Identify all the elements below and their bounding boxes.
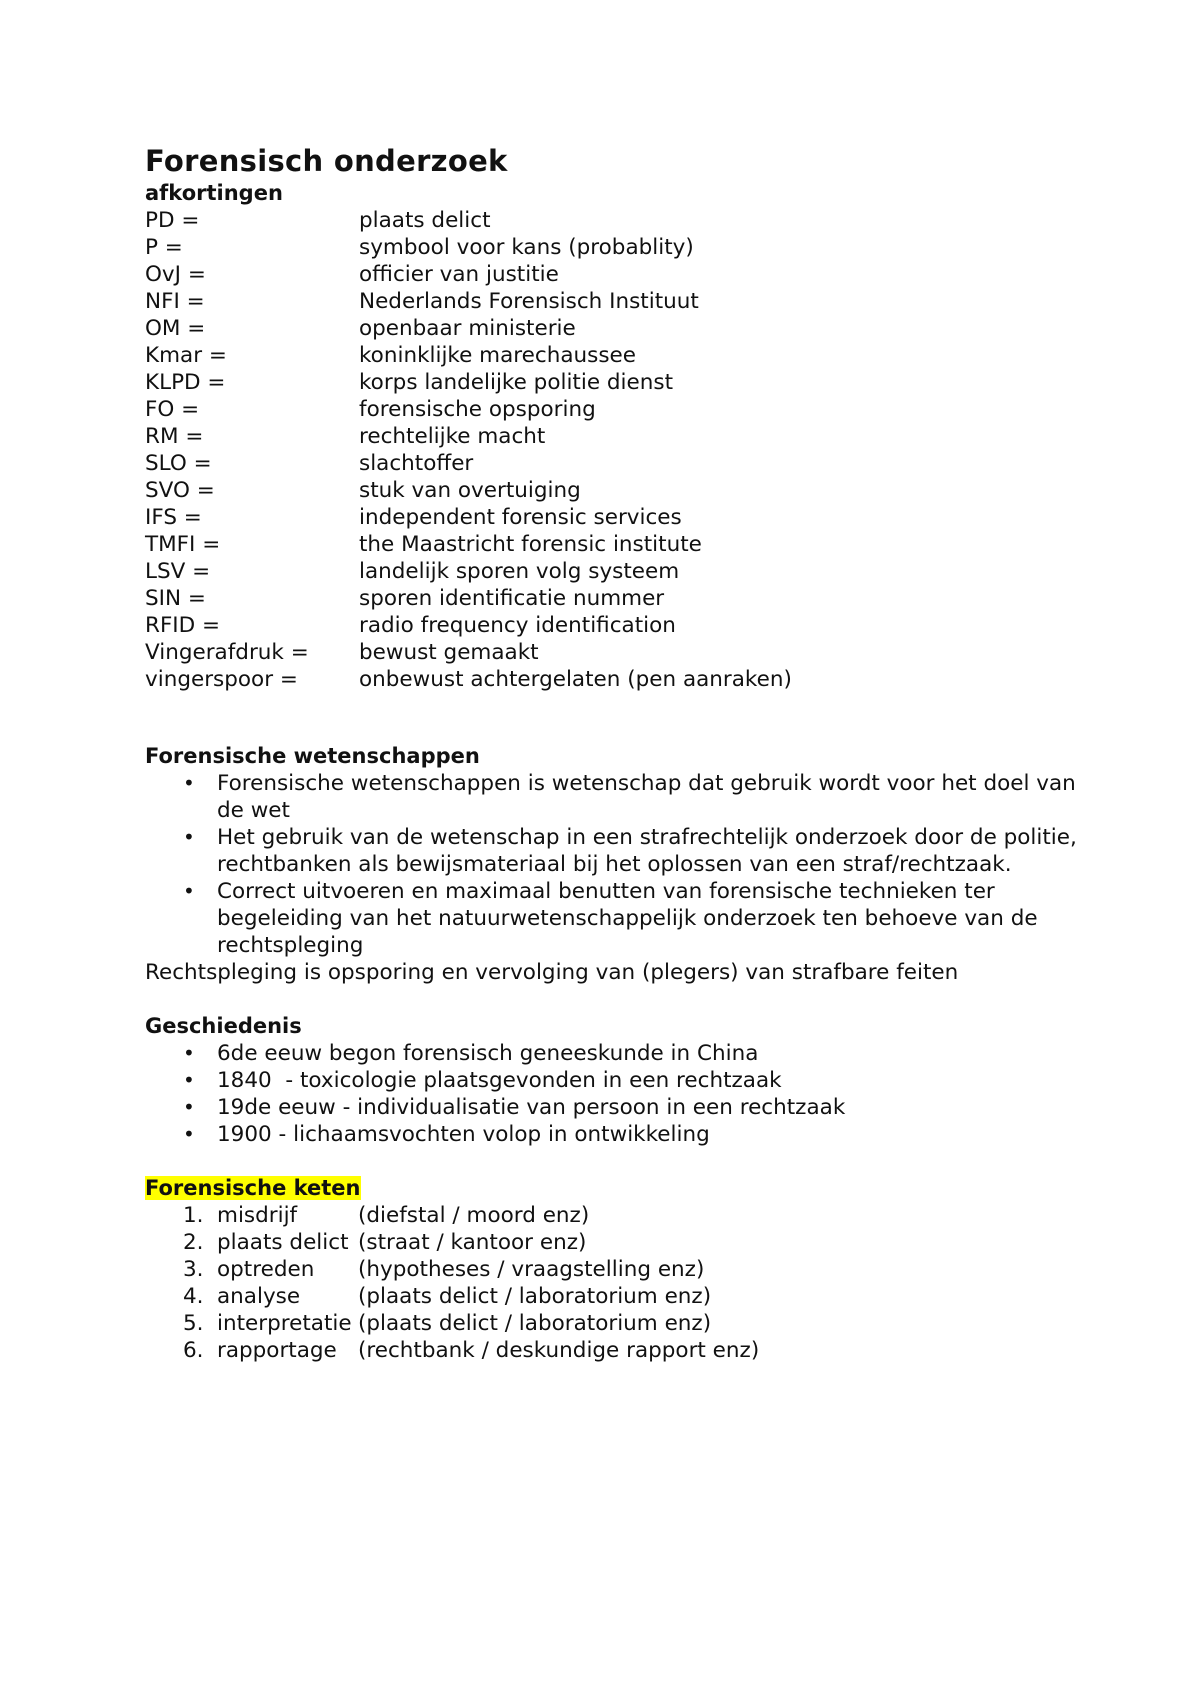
abbreviation-term: OM =	[145, 316, 206, 341]
spacer	[145, 1148, 1085, 1175]
history-section	[145, 1013, 1085, 1148]
list-item-text: Het gebruik van de wetenschap in een strafrechtelijk onderzoek door de politie, rechtbanken als bewijsmateriaal bij het oplossen van een straf/rechtzaak.	[217, 825, 1077, 877]
bullet-icon: •	[183, 1041, 195, 1065]
sciences-section	[145, 743, 1085, 986]
abbreviation-row	[145, 639, 1085, 666]
list-item	[145, 1067, 1085, 1094]
abbreviation-row	[145, 477, 1085, 504]
abbreviation-row	[145, 504, 1085, 531]
abbreviation-definition: stuk van overtuiging	[359, 478, 581, 503]
bullet-icon: •	[183, 1095, 195, 1119]
abbreviation-definition: bewust gemaakt	[359, 640, 539, 665]
abbreviation-definition: sporen identificatie nummer	[359, 586, 665, 611]
chain-step	[145, 1256, 1085, 1283]
step-number: 2.	[183, 1230, 204, 1255]
document-page	[145, 142, 1085, 1364]
abbreviation-row	[145, 369, 1085, 396]
step-number: 6.	[183, 1338, 204, 1363]
step-name: interpretatie	[217, 1311, 352, 1336]
abbreviation-row	[145, 423, 1085, 450]
abbreviation-term: IFS =	[145, 505, 202, 530]
bullet-icon: •	[183, 771, 195, 795]
abbreviation-term: SVO =	[145, 478, 215, 503]
step-number: 1.	[183, 1203, 204, 1228]
abbreviation-term: SIN =	[145, 586, 206, 611]
abbreviation-term: KLPD =	[145, 370, 226, 395]
sciences-list	[145, 770, 1085, 959]
step-name: rapportage	[217, 1338, 337, 1363]
step-number: 3.	[183, 1257, 204, 1282]
abbreviation-term: RM =	[145, 424, 204, 449]
chain-step	[145, 1202, 1085, 1229]
sciences-note: Rechtspleging is opsporing en vervolging van (plegers) van strafbare feiten	[145, 960, 959, 985]
list-item	[145, 878, 1085, 959]
abbreviation-definition: koninklijke marechaussee	[359, 343, 637, 368]
abbreviation-term: LSV =	[145, 559, 211, 584]
abbreviation-definition: radio frequency identification	[359, 613, 676, 638]
abbreviation-definition: independent forensic services	[359, 505, 682, 530]
step-name: analyse	[217, 1284, 301, 1309]
chain-step	[145, 1283, 1085, 1310]
abbreviations-section	[145, 180, 1085, 693]
chain-step	[145, 1310, 1085, 1337]
step-description: (rechtbank / deskundige rapport enz)	[358, 1338, 760, 1363]
history-list	[145, 1040, 1085, 1148]
step-description: (diefstal / moord enz)	[358, 1203, 590, 1228]
chain-list	[145, 1202, 1085, 1364]
list-item	[145, 1121, 1085, 1148]
abbreviation-definition: slachtoffer	[359, 451, 474, 476]
abbreviation-row	[145, 450, 1085, 477]
abbreviations-list	[145, 207, 1085, 693]
list-item-text: 19de eeuw - individualisatie van persoon in een rechtzaak	[217, 1095, 846, 1120]
chain-step	[145, 1229, 1085, 1256]
step-description: (plaats delict / laboratorium enz)	[358, 1284, 712, 1309]
step-description: (straat / kantoor enz)	[358, 1230, 587, 1255]
step-name: plaats delict	[217, 1230, 349, 1255]
abbreviation-row	[145, 288, 1085, 315]
abbreviation-term: NFI =	[145, 289, 205, 314]
list-item	[145, 1040, 1085, 1067]
document-title: Forensisch onderzoek	[145, 144, 508, 178]
abbreviation-term: FO =	[145, 397, 200, 422]
abbreviation-row	[145, 315, 1085, 342]
spacer	[145, 986, 1085, 1013]
chain-section	[145, 1175, 1085, 1364]
abbreviation-definition: rechtelijke macht	[359, 424, 546, 449]
abbreviation-term: PD =	[145, 208, 200, 233]
abbreviations-heading: afkortingen	[145, 181, 283, 205]
abbreviation-definition: officier van justitie	[359, 262, 559, 287]
list-item-text: Correct uitvoeren en maximaal benutten van forensische technieken ter begeleiding van het natuurwetenschappelijk onderzoek ten behoeve van de rechtspleging	[217, 879, 1038, 958]
abbreviation-term: SLO =	[145, 451, 212, 476]
step-name: misdrijf	[217, 1203, 298, 1228]
abbreviation-definition: forensische opsporing	[359, 397, 596, 422]
abbreviation-row	[145, 666, 1085, 693]
abbreviation-definition: landelijk sporen volg systeem	[359, 559, 680, 584]
list-item	[145, 1094, 1085, 1121]
abbreviation-definition: symbool voor kans (probablity)	[359, 235, 694, 260]
step-name: optreden	[217, 1257, 315, 1282]
abbreviation-term: TMFI =	[145, 532, 221, 557]
list-item-text: Forensische wetenschappen is wetenschap dat gebruik wordt voor het doel van de wet	[217, 771, 1076, 823]
abbreviation-row	[145, 585, 1085, 612]
chain-heading	[145, 1175, 1085, 1202]
bullet-icon: •	[183, 1122, 195, 1146]
abbreviation-term: P =	[145, 235, 183, 260]
list-item-text: 1840 - toxicologie plaatsgevonden in een rechtzaak	[217, 1068, 782, 1093]
abbreviation-definition: onbewust achtergelaten (pen aanraken)	[359, 667, 792, 692]
abbreviation-row	[145, 261, 1085, 288]
list-item	[145, 824, 1085, 878]
step-number: 4.	[183, 1284, 204, 1309]
list-item-text: 1900 - lichaamsvochten volop in ontwikkeling	[217, 1122, 710, 1147]
list-item	[145, 770, 1085, 824]
abbreviation-definition: Nederlands Forensisch Instituut	[359, 289, 699, 314]
abbreviation-row	[145, 531, 1085, 558]
abbreviation-row	[145, 342, 1085, 369]
history-heading: Geschiedenis	[145, 1014, 302, 1038]
step-description: (hypotheses / vraagstelling enz)	[358, 1257, 705, 1282]
bullet-icon: •	[183, 825, 195, 849]
abbreviation-term: Vingerafdruk =	[145, 640, 309, 665]
step-number: 5.	[183, 1311, 204, 1336]
highlighted-heading-text: Forensische keten	[145, 1176, 361, 1200]
abbreviation-definition: openbaar ministerie	[359, 316, 576, 341]
abbreviation-term: vingerspoor =	[145, 667, 298, 692]
abbreviation-row	[145, 207, 1085, 234]
abbreviation-row	[145, 612, 1085, 639]
abbreviation-term: Kmar =	[145, 343, 227, 368]
abbreviation-definition: plaats delict	[359, 208, 491, 233]
chain-step	[145, 1337, 1085, 1364]
step-description: (plaats delict / laboratorium enz)	[358, 1311, 712, 1336]
sciences-heading: Forensische wetenschappen	[145, 744, 480, 768]
abbreviation-term: RFID =	[145, 613, 221, 638]
abbreviation-definition: the Maastricht forensic institute	[359, 532, 702, 557]
bullet-icon: •	[183, 879, 195, 903]
bullet-icon: •	[183, 1068, 195, 1092]
spacer	[145, 693, 1085, 743]
abbreviation-row	[145, 396, 1085, 423]
list-item-text: 6de eeuw begon forensisch geneeskunde in China	[217, 1041, 759, 1066]
abbreviation-term: OvJ =	[145, 262, 206, 287]
abbreviation-row	[145, 234, 1085, 261]
abbreviation-row	[145, 558, 1085, 585]
abbreviation-definition: korps landelijke politie dienst	[359, 370, 673, 395]
